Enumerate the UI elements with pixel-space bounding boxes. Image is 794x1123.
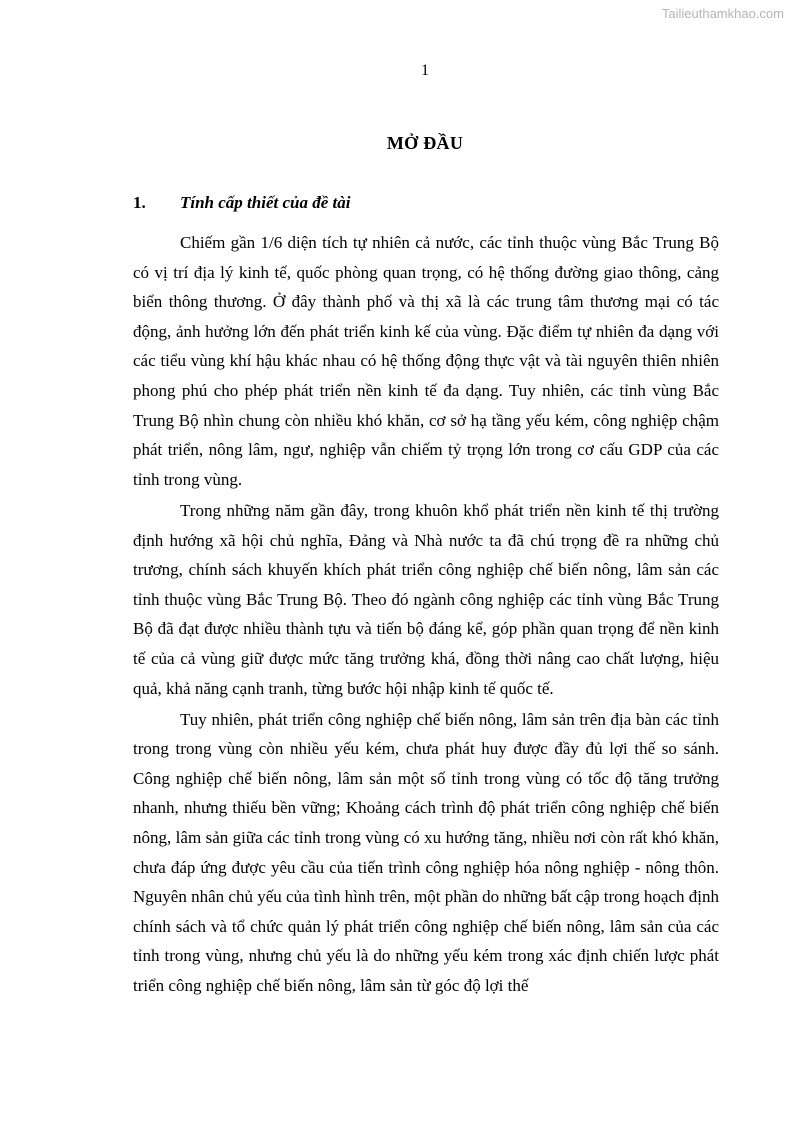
section-heading: [133, 193, 350, 213]
paragraph-1: Chiếm gần 1/6 diện tích tự nhiên cả nước, các tỉnh thuộc vùng Bắc Trung Bộ có vị trí địa lý kinh tế, quốc phòng quan trọng, có hệ thống đường giao thông, cảng biển thông thương. Ở đây thành phố và thị xã là các trung tâm thương mại có tác động, ảnh hưởng lớn đến phát triển kinh kế của vùng. Đặc điểm tự nhiên đa dạng với các tiểu vùng khí hậu khác nhau có hệ thống động thực vật và tài nguyên thiên nhiên phong phú cho phép phát triển nền kinh tế đa dạng. Tuy nhiên, các tỉnh vùng Bắc Trung Bộ nhìn chung còn nhiều khó khăn, cơ sở hạ tầng yếu kém, công nghiệp chậm phát triển, nông lâm, ngư, nghiệp vẫn chiếm tỷ trọng lớn trong cơ cấu GDP của các tỉnh trong vùng.: [133, 233, 719, 489]
body-text: [133, 228, 719, 1002]
watermark-text: Tailieuthamkhao.com: [661, 6, 784, 21]
section-title: Tính cấp thiết của đề tài: [180, 193, 351, 212]
document-title: MỞ ĐẦU: [386, 133, 464, 153]
page-number: 1: [421, 62, 429, 79]
section-number: 1.: [133, 193, 146, 212]
paragraph-3: Tuy nhiên, phát triển công nghiệp chế biến nông, lâm sản trên địa bàn các tỉnh trong trong vùng còn nhiều yếu kém, chưa phát huy được đầy đủ lợi thế so sánh. Công nghiệp chế biến nông, lâm sản một số tỉnh trong vùng có tốc độ tăng trưởng nhanh, nhưng thiếu bền vững; Khoảng cách trình độ phát triển công nghiệp chế biến nông, lâm sản giữa các tỉnh trong vùng có xu hướng tăng, nhiều nơi còn rất khó khăn, chưa đáp ứng được yêu cầu của tiến trình công nghiệp hóa nông nghiệp - nông thôn. Nguyên nhân chủ yếu của tình hình trên, một phần do những bất cập trong hoạch định chính sách và tổ chức quản lý phát triển công nghiệp chế biến nông, lâm sản của các tỉnh trong vùng, nhưng chủ yếu là do những yếu kém trong xác định chiến lược phát triển công nghiệp chế biến nông, lâm sản từ góc độ lợi thế: [133, 709, 719, 996]
paragraph-2: Trong những năm gần đây, trong khuôn khổ phát triển nền kinh tế thị trường định hướng xã hội chủ nghĩa, Đảng và Nhà nước ta đã chú trọng đề ra những chủ trương, chính sách khuyến khích phát triển công nghiệp chế biến nông, lâm sản các tỉnh thuộc vùng Bắc Trung Bộ. Theo đó ngành công nghiệp các tỉnh vùng Bắc Trung Bộ đã đạt được nhiều thành tựu và tiến bộ đáng kể, góp phần quan trọng để nền kinh tế của cả vùng giữ được mức tăng trưởng khá, đồng thời nâng cao chất lượng, hiệu quả, khả năng cạnh tranh, từng bước hội nhập kinh tế quốc tế.: [133, 500, 719, 698]
